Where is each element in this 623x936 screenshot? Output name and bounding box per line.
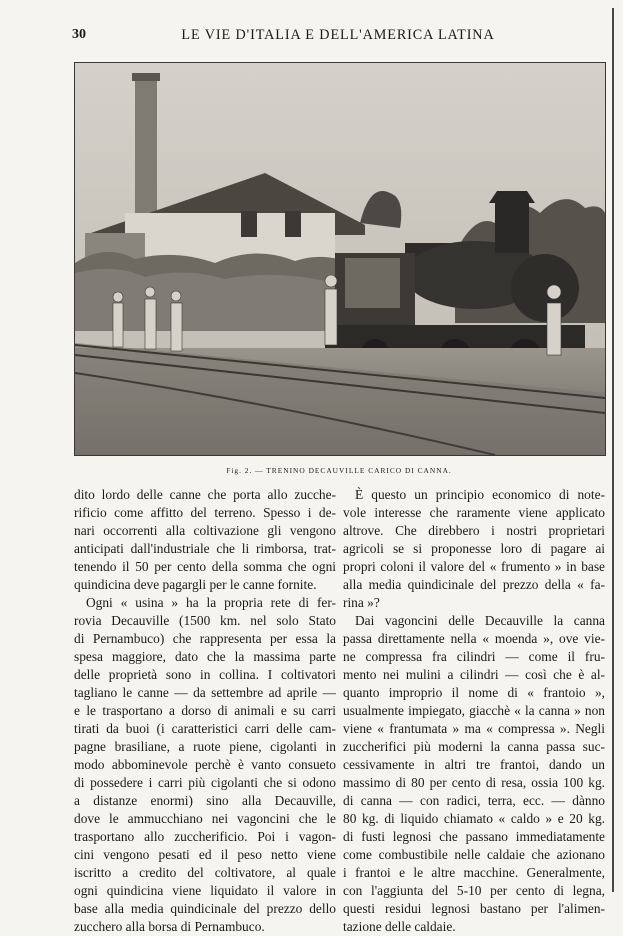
text-line: di possedere i carri più cigolanti che si odono [74, 775, 336, 791]
text-line: È questo un principio economico di note- [355, 487, 605, 502]
text-line: rovia Decauville (1500 km. nel solo Stato [74, 613, 336, 629]
text-column-right [343, 486, 605, 936]
text-column-left [74, 486, 336, 936]
text-line: propri coloni il valore del « frumento » in base [343, 559, 605, 575]
text-line: zucchero alla borsa di Pernambuco. [74, 919, 265, 935]
text-line: trasportano allo zuccherificio. Poi i vagon- [74, 829, 336, 845]
text-line: 80 kg. di liquido chiamato « caldo » e 20 kg. [343, 811, 605, 827]
page-number: 30 [72, 27, 86, 42]
text-line: alla media quindicinale del prezzo della « fa- [343, 577, 605, 593]
text-line: vole interesse che raramente viene applicato [343, 505, 605, 521]
text-line: anticipati dall'industriale che li rimborsa, trat- [74, 541, 336, 557]
text-line: passa direttamente nella « moenda », ove vie- [343, 631, 605, 647]
page-header [72, 27, 604, 47]
page-edge-line [612, 8, 614, 892]
text-line: di Pernambuco) che rappresenta per essa la [74, 631, 336, 647]
text-line: Ogni « usina » ha la propria rete di fer- [86, 595, 336, 611]
text-line: i frantoi e le altre macchine. Generalmente, [343, 865, 605, 881]
figure-photo [74, 62, 606, 456]
text-line: dove le ammucchiano nei vagoncini che le [74, 811, 336, 827]
text-line: quindicina deve pagargli per le canne fornite. [74, 577, 317, 593]
text-line: massimo di 80 per cento di resa, ossia 100 kg. [343, 775, 605, 791]
text-line: ogni quindicina viene liquidato il valore in [74, 883, 336, 899]
text-line: come combustibile nelle caldaie che azionano [343, 847, 605, 863]
text-line: altrove. Che direbbero i nostri proprietari [343, 523, 605, 539]
text-line: tenendo il 50 per cento della somma che ogni [74, 559, 336, 575]
text-line: delle proprietà sono in collina. I coltivatori [74, 667, 336, 683]
text-line: usualmente impiegato, giacchè « la canna » non [343, 703, 605, 719]
text-line: di fusti legnosi che passano immediatamente [343, 829, 605, 845]
text-line: dito lordo delle canne che porta allo zucche- [74, 487, 336, 502]
text-line: quanto improprio il nome di « frantoio », [343, 685, 605, 701]
text-line: spesa maggiore, dato che la massima parte [74, 649, 336, 665]
text-line: cessivamente in altri tre frantoi, dando un [343, 757, 605, 773]
text-line: tirati da buoi (i caratteristici carri delle cam- [74, 721, 336, 737]
figure-caption: Fig. 2. — TRENINO DECAUVILLE CARICO DI CANNA. [226, 466, 452, 475]
text-line: zuccherifici più moderni la canna passa suc- [343, 739, 605, 755]
text-line: a distanze enormi) sino alla Decauville, [74, 793, 336, 809]
text-line: agricoli se si proponesse loro di pagare ai [343, 541, 605, 557]
text-line: tazione delle caldaie. [343, 919, 456, 935]
text-line: modo abbominevole perchè è vanto consueto [74, 757, 336, 773]
text-line: e le trasportano a dorso di animali e su carri [74, 703, 336, 719]
text-line: cini vengono pesati ed il peso netto viene [74, 847, 336, 863]
text-line: di canna — con radici, terra, ecc. — dànno [343, 793, 605, 809]
text-line: nari occorrenti alla coltivazione gli vengono [74, 523, 336, 539]
text-line: con l'aggiunta del 5-10 per cento di legna, [343, 883, 605, 899]
text-line: mento nei mulini a cilindri — così che è al- [343, 667, 605, 683]
text-line: ne compressa fra cilindri — come il fru- [343, 649, 605, 665]
text-line: rificio come affitto del terreno. Spesso i de- [74, 505, 336, 521]
text-line: rina »? [343, 595, 380, 611]
text-line: iscritto a credito del coltivatore, al quale [74, 865, 336, 881]
text-line: tagliano le canne — da settembre ad aprile — [74, 685, 336, 701]
running-title: LE VIE D'ITALIA E DELL'AMERICA LATINA [181, 27, 495, 43]
text-line: viene « frantumata » ma « compressa ». Negli [343, 721, 605, 737]
text-line: questi residui legnosi bastano per l'alimen- [343, 901, 605, 917]
text-line: Dai vagoncini delle Decauville la canna [355, 613, 605, 629]
text-line: pagne brasiliane, a ruote piene, cigolanti in [74, 739, 336, 755]
text-line: base alla media quindicinale del prezzo dello [74, 901, 336, 917]
